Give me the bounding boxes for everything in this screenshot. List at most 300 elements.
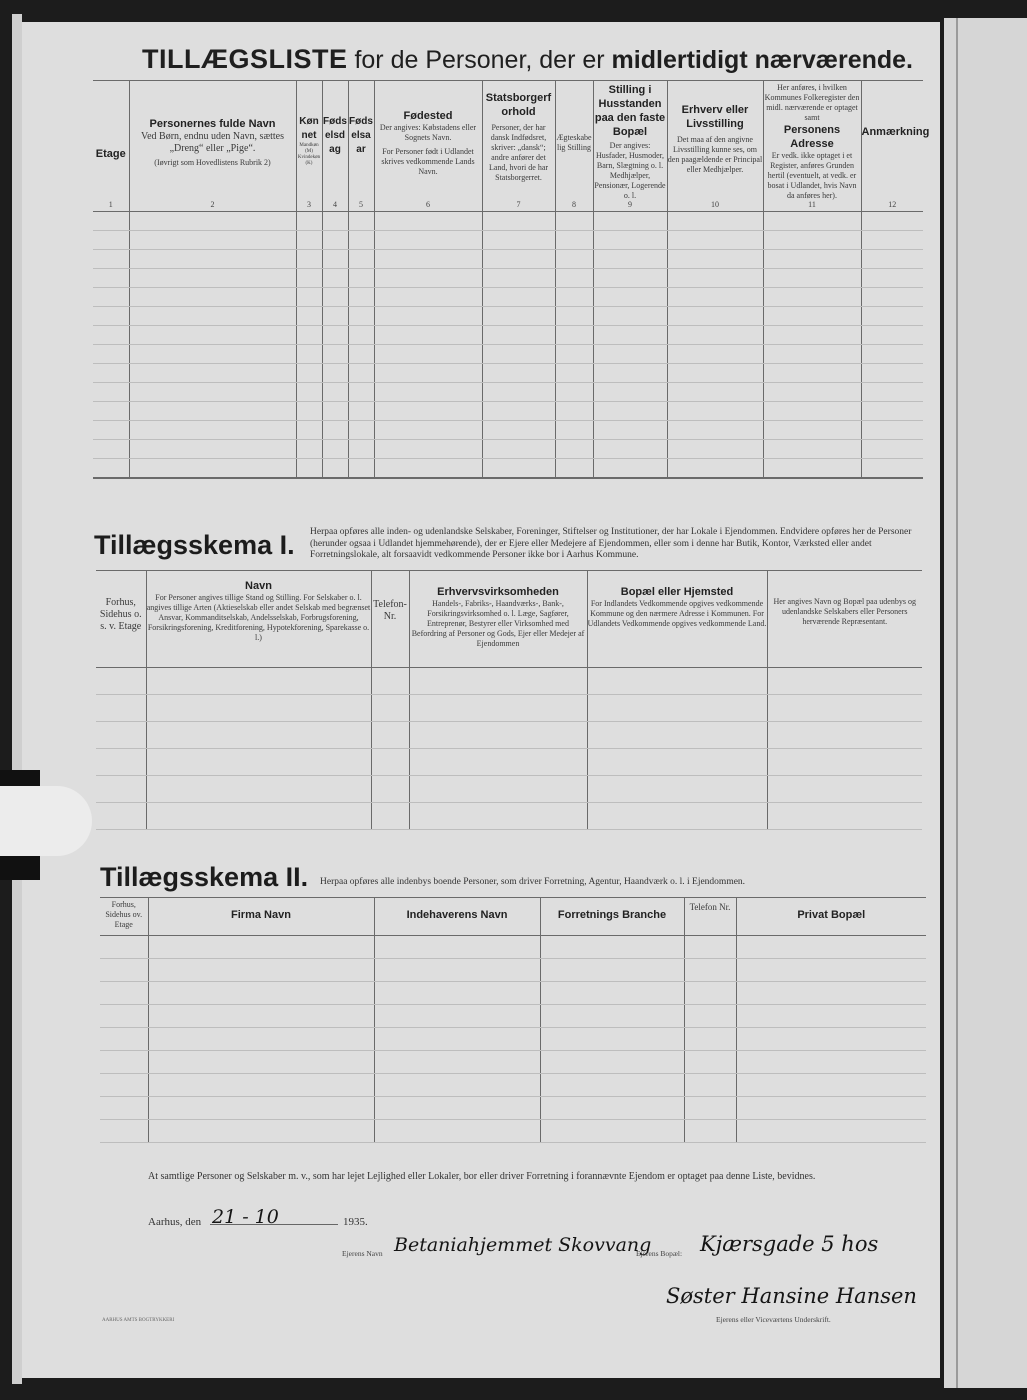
- col-foedselsdag: Fødselsdag 4: [322, 81, 348, 212]
- main-table-cell: [555, 250, 593, 269]
- main-table-row: [93, 269, 923, 288]
- main-table-cell: [93, 440, 129, 459]
- s2-col-indehaver: Indehaverens Navn: [374, 898, 540, 936]
- schema2-cell: [684, 936, 736, 959]
- schema2-row: [100, 1097, 926, 1120]
- schema2-row: [100, 1028, 926, 1051]
- main-table-cell: [667, 345, 763, 364]
- main-table-cell: [129, 288, 296, 307]
- schema2-cell: [374, 1051, 540, 1074]
- main-table-cell: [861, 212, 923, 231]
- main-table-cell: [296, 440, 322, 459]
- schema1-cell: [96, 668, 146, 695]
- col-adresse: Her anføres, i hvilken Kommunes Folkeregister den midl. nærværende er optaget samt Personens Adresse Er vedk. ikke optaget i et Register, anføres Grunden hertil (eventuelt, at vedk. er bosat i Udlandet, hvis Navn da anføres her). 11: [763, 81, 861, 212]
- main-table-cell: [667, 231, 763, 250]
- main-table-cell: [322, 307, 348, 326]
- schema2-cell: [100, 1074, 148, 1097]
- main-table-cell: [593, 440, 667, 459]
- main-table-cell: [129, 231, 296, 250]
- schema1-cell: [587, 722, 767, 749]
- title-main-word: TILLÆGSLISTE: [142, 44, 348, 74]
- main-table-row: [93, 288, 923, 307]
- s1-col-navn: Navn For Personer angives tillige Stand og Stilling. For Selskaber o. l. angives tillige Arten (Aktieselskab eller andet Selskab med begrænset Ansvar, Kommanditselskab, Andelsselskab, Forbrugsforening, Forsikringsforening, Kreditforening, Hypotekforening, Sparekasse o. l.): [146, 571, 371, 668]
- main-table-cell: [374, 307, 482, 326]
- schema2-table: [100, 897, 926, 1143]
- schema2-cell: [736, 1120, 926, 1143]
- schema2-row: [100, 1120, 926, 1143]
- main-table-cell: [348, 269, 374, 288]
- schema1-row: [96, 803, 922, 830]
- schema2-cell: [100, 1097, 148, 1120]
- schema2-cell: [100, 959, 148, 982]
- schema2-header-row: [100, 898, 926, 936]
- main-table-cell: [374, 364, 482, 383]
- schema1-title: Tillægsskema I.: [94, 530, 295, 560]
- main-table-cell: [482, 421, 555, 440]
- schema1-cell: [409, 803, 587, 830]
- main-table-cell: [322, 459, 348, 479]
- main-table-cell: [129, 402, 296, 421]
- main-table-cell: [861, 326, 923, 345]
- main-table-cell: [129, 345, 296, 364]
- main-table-cell: [593, 212, 667, 231]
- col-stilling: Stilling i Husstanden paa den faste Bopæl Der angives: Husfader, Husmoder, Barn, Slægtning o. l. Medhjælper, Pensionær, Logerende o. l. 9: [593, 81, 667, 212]
- schema2-cell: [148, 1074, 374, 1097]
- main-table-cell: [555, 307, 593, 326]
- main-table-cell: [129, 459, 296, 479]
- main-table-cell: [861, 421, 923, 440]
- main-table-cell: [93, 421, 129, 440]
- schema2-row: [100, 1074, 926, 1097]
- col-aegteskab: Ægteskabelig Stilling 8: [555, 81, 593, 212]
- main-table-cell: [555, 231, 593, 250]
- owner-address-label: Ejerens Bopæl:: [636, 1249, 683, 1258]
- main-table-cell: [296, 269, 322, 288]
- year: 1935.: [343, 1216, 368, 1228]
- owner-name-handwritten: Betaniahjemmet Skovvang: [394, 1234, 652, 1256]
- page-fold: [956, 18, 958, 1388]
- schema2-cell: [540, 1074, 684, 1097]
- main-table-cell: [129, 383, 296, 402]
- schema1-cell: [371, 776, 409, 803]
- schema1-cell: [146, 668, 371, 695]
- main-table-row: [93, 383, 923, 402]
- schema2-cell: [148, 1028, 374, 1051]
- main-table-cell: [861, 269, 923, 288]
- main-table-cell: [593, 231, 667, 250]
- main-table-cell: [861, 459, 923, 479]
- date-handwritten: 21 - 10: [212, 1206, 279, 1228]
- main-table-cell: [322, 269, 348, 288]
- schema2-cell: [374, 1005, 540, 1028]
- schema2-cell: [540, 1051, 684, 1074]
- main-table-cell: [555, 383, 593, 402]
- schema1-cell: [767, 803, 922, 830]
- main-table-cell: [296, 288, 322, 307]
- schema2-cell: [100, 1028, 148, 1051]
- main-table-cell: [322, 212, 348, 231]
- main-table-cell: [374, 250, 482, 269]
- main-table-cell: [296, 364, 322, 383]
- main-table-cell: [763, 231, 861, 250]
- schema1-cell: [96, 776, 146, 803]
- s2-col-etage: Forhus, Sidehus ov. Etage: [100, 898, 148, 936]
- main-table-cell: [93, 383, 129, 402]
- schema2-cell: [684, 1051, 736, 1074]
- main-table-cell: [93, 459, 129, 479]
- main-table-row: [93, 231, 923, 250]
- schema1-cell: [767, 749, 922, 776]
- main-table-cell: [667, 326, 763, 345]
- main-table-row: [93, 440, 923, 459]
- main-table-cell: [667, 364, 763, 383]
- main-table-cell: [593, 250, 667, 269]
- main-table-cell: [374, 402, 482, 421]
- main-table-cell: [861, 402, 923, 421]
- main-table-cell: [555, 288, 593, 307]
- main-table-row: [93, 459, 923, 479]
- main-table-cell: [93, 269, 129, 288]
- main-table-cell: [129, 440, 296, 459]
- main-table-cell: [296, 383, 322, 402]
- main-table-cell: [129, 212, 296, 231]
- main-table-cell: [374, 421, 482, 440]
- schema1-cell: [587, 803, 767, 830]
- main-table-cell: [129, 250, 296, 269]
- main-table-cell: [555, 212, 593, 231]
- schema2-row: [100, 1005, 926, 1028]
- main-table-cell: [667, 383, 763, 402]
- main-table-cell: [482, 326, 555, 345]
- main-table-cell: [482, 345, 555, 364]
- schema1-cell: [767, 695, 922, 722]
- main-table-cell: [129, 364, 296, 383]
- main-table-cell: [482, 288, 555, 307]
- col-navn: Personernes fulde Navn Ved Børn, endnu uden Navn, sættes „Dreng“ eller „Pige“. (Iøvrigt som Hovedlistens Rubrik 2) 2: [129, 81, 296, 212]
- signature-label: Ejerens eller Viceværtens Underskrift.: [716, 1315, 831, 1324]
- main-table-cell: [861, 250, 923, 269]
- schema1-cell: [409, 722, 587, 749]
- main-table-cell: [348, 250, 374, 269]
- main-table-cell: [667, 459, 763, 479]
- main-table-cell: [593, 307, 667, 326]
- col-etage: Etage 1: [93, 81, 129, 212]
- schema2-cell: [148, 1051, 374, 1074]
- col-foedested: Fødested Der angives: Købstadens eller Sognets Navn. For Personer født i Udlandet skrives vedkommende Lands Navn. 6: [374, 81, 482, 212]
- main-table-cell: [555, 326, 593, 345]
- col-anmaerkning: Anmærkning 12: [861, 81, 923, 212]
- main-table-cell: [322, 402, 348, 421]
- schema1-cell: [409, 749, 587, 776]
- main-table-cell: [482, 250, 555, 269]
- main-table-cell: [555, 269, 593, 288]
- main-table-cell: [482, 383, 555, 402]
- main-table-cell: [296, 402, 322, 421]
- main-table-cell: [482, 402, 555, 421]
- main-table-cell: [667, 440, 763, 459]
- schema2-cell: [374, 1120, 540, 1143]
- schema2-cell: [736, 1051, 926, 1074]
- main-table-cell: [763, 364, 861, 383]
- schema1-cell: [767, 776, 922, 803]
- schema2-row: [100, 936, 926, 959]
- main-table-cell: [374, 440, 482, 459]
- page-left-edge: [12, 14, 22, 1384]
- schema2-cell: [148, 959, 374, 982]
- main-table-row: [93, 421, 923, 440]
- s2-col-firma: Firma Navn: [148, 898, 374, 936]
- main-table-cell: [667, 269, 763, 288]
- schema1-header-row: [96, 571, 922, 668]
- main-table-cell: [763, 307, 861, 326]
- schema1-cell: [96, 695, 146, 722]
- printer-imprint: AARHUS AMTS BOGTRYKKERI: [102, 1318, 175, 1323]
- main-table-cell: [322, 383, 348, 402]
- main-table-cell: [374, 326, 482, 345]
- schema2-cell: [736, 1028, 926, 1051]
- schema2-cell: [736, 982, 926, 1005]
- date-line: [210, 1224, 338, 1225]
- declaration: At samtlige Personer og Selskaber m. v., som har lejet Lejlighed eller Lokaler, bor eller driver Forretning i forannævnte Ejendom er optaget paa denne Liste, bevidnes.: [148, 1171, 816, 1182]
- main-table-cell: [348, 345, 374, 364]
- main-table-cell: [322, 440, 348, 459]
- schema2-cell: [540, 1097, 684, 1120]
- schema1-row: [96, 695, 922, 722]
- page-title: [142, 44, 913, 75]
- main-table-cell: [93, 402, 129, 421]
- schema2-cell: [148, 1120, 374, 1143]
- main-table-cell: [482, 459, 555, 479]
- schema1-cell: [371, 803, 409, 830]
- main-table-cell: [861, 231, 923, 250]
- main-table-cell: [667, 307, 763, 326]
- main-table-cell: [348, 231, 374, 250]
- main-table-row: [93, 402, 923, 421]
- main-table-cell: [129, 326, 296, 345]
- main-table-cell: [129, 307, 296, 326]
- main-table-cell: [555, 402, 593, 421]
- main-table-cell: [296, 212, 322, 231]
- s1-col-telefon: Telefon-Nr.: [371, 571, 409, 668]
- schema2-cell: [684, 1120, 736, 1143]
- main-table-cell: [593, 402, 667, 421]
- schema1-cell: [146, 803, 371, 830]
- schema2-cell: [148, 982, 374, 1005]
- schema2-cell: [100, 936, 148, 959]
- main-table-cell: [296, 459, 322, 479]
- schema1-cell: [409, 695, 587, 722]
- schema2-cell: [540, 959, 684, 982]
- main-table-cell: [861, 364, 923, 383]
- main-table-cell: [129, 269, 296, 288]
- main-table-cell: [296, 421, 322, 440]
- main-table-cell: [593, 326, 667, 345]
- main-table-cell: [555, 364, 593, 383]
- main-table-cell: [93, 345, 129, 364]
- schema2-cell: [148, 1097, 374, 1120]
- main-table-cell: [763, 440, 861, 459]
- main-table-cell: [322, 345, 348, 364]
- main-table-row: [93, 212, 923, 231]
- schema2-cell: [100, 982, 148, 1005]
- main-table-cell: [374, 212, 482, 231]
- s1-col-bopael: Bopæl eller Hjemsted For Indlandets Vedkommende opgives vedkommende Kommune og den nærmere Adresse i Kommunen. For Udlandets Vedkommende opgives vedkommende Land.: [587, 571, 767, 668]
- main-table-cell: [593, 383, 667, 402]
- main-table-cell: [322, 250, 348, 269]
- s2-col-branche: Forretnings Branche: [540, 898, 684, 936]
- main-table-cell: [348, 288, 374, 307]
- schema1-cell: [371, 749, 409, 776]
- main-table-cell: [482, 269, 555, 288]
- schema1-cell: [96, 749, 146, 776]
- main-table-row: [93, 345, 923, 364]
- main-table-cell: [374, 288, 482, 307]
- s2-col-telefon: Telefon Nr.: [684, 898, 736, 936]
- main-table-cell: [374, 269, 482, 288]
- main-table-cell: [555, 345, 593, 364]
- schema2-cell: [684, 1097, 736, 1120]
- main-table-cell: [482, 231, 555, 250]
- next-page-edge: [944, 18, 1027, 1388]
- main-table-cell: [763, 345, 861, 364]
- main-table-cell: [93, 307, 129, 326]
- schema2-note: Herpaa opføres alle indenbys boende Personer, som driver Forretning, Agentur, Haandværk o. l. i Ejendommen.: [320, 877, 746, 887]
- schema2-title: Tillægsskema II.: [100, 862, 309, 892]
- main-table-cell: [322, 288, 348, 307]
- main-table-cell: [763, 459, 861, 479]
- main-table-cell: [348, 402, 374, 421]
- schema2-row: [100, 982, 926, 1005]
- schema1-cell: [587, 668, 767, 695]
- main-table-cell: [763, 326, 861, 345]
- main-table-cell: [667, 421, 763, 440]
- col-erhverv: Erhverv eller Livsstilling Det maa af den angivne Livsstilling kunne ses, om den paagældende er Principal eller Medhjælper. 10: [667, 81, 763, 212]
- schema2-cell: [540, 1120, 684, 1143]
- main-table-row: [93, 364, 923, 383]
- schema2-cell: [374, 1028, 540, 1051]
- main-table-cell: [482, 307, 555, 326]
- main-table-cell: [593, 288, 667, 307]
- main-table-cell: [348, 307, 374, 326]
- main-table-cell: [374, 383, 482, 402]
- main-table-cell: [296, 345, 322, 364]
- main-table-cell: [555, 459, 593, 479]
- main-table-cell: [348, 326, 374, 345]
- schema2-cell: [684, 1028, 736, 1051]
- main-table-row: [93, 250, 923, 269]
- schema2-cell: [540, 1028, 684, 1051]
- main-table-cell: [296, 231, 322, 250]
- place-label: Aarhus, den: [148, 1216, 202, 1228]
- main-table-cell: [763, 269, 861, 288]
- schema1-cell: [146, 695, 371, 722]
- main-table-cell: [763, 402, 861, 421]
- main-table-cell: [93, 212, 129, 231]
- main-table-cell: [861, 383, 923, 402]
- main-table-cell: [322, 421, 348, 440]
- main-table-cell: [348, 364, 374, 383]
- main-table-cell: [93, 364, 129, 383]
- title-bold: midlertidigt nærværende.: [611, 46, 913, 74]
- schema1-cell: [587, 749, 767, 776]
- main-table-cell: [296, 250, 322, 269]
- schema2-cell: [684, 1074, 736, 1097]
- main-table-cell: [667, 212, 763, 231]
- owner-name-label: Ejerens Navn: [342, 1249, 383, 1258]
- main-table-cell: [374, 345, 482, 364]
- s1-col-erhverv: Erhvervsvirksomheden Handels-, Fabriks-, Haandværks-, Bank-, Forsikringsvirksomhed o. l. Læge, Sagfører, Entreprenør, Bestyrer eller Virksomhed med Befordring af Personer og Gods, Ejer eller Medejer af Ejendommen: [409, 571, 587, 668]
- main-table-cell: [93, 326, 129, 345]
- col-statsborger: Statsborgerforhold Personer, der har dansk Indfødsret, skriver: „dansk“; andre anfører det Land, hvori de har Statsborgerret. 7: [482, 81, 555, 212]
- thumb: [0, 786, 92, 856]
- main-table-cell: [322, 326, 348, 345]
- main-table-cell: [374, 459, 482, 479]
- main-table-cell: [555, 421, 593, 440]
- schema2-cell: [148, 936, 374, 959]
- main-table-cell: [763, 421, 861, 440]
- schema1-cell: [587, 776, 767, 803]
- schema1-row: [96, 668, 922, 695]
- main-table-cell: [322, 231, 348, 250]
- schema1-note: Herpaa opføres alle inden- og udenlandske Selskaber, Foreninger, Stiftelser og Institutioner, der har Lokale i Ejendommen. Endvidere opføres her de Personer (herunder ogsaa i Udlandet hjemmehørende), der er Ejere eller Medejere af Ejendommen, eller som i denne har Butik, Kontor, Værksted eller andet Forretningslokale, alt forsaavidt vedkommende Personer ikke bor i Aarhus Kommune.: [310, 527, 912, 560]
- main-table-cell: [763, 250, 861, 269]
- main-table-cell: [667, 250, 763, 269]
- schema1-cell: [371, 722, 409, 749]
- main-table-cell: [296, 307, 322, 326]
- schema1-cell: [587, 695, 767, 722]
- main-table-cell: [593, 364, 667, 383]
- schema1-row: [96, 749, 922, 776]
- main-table-cell: [593, 459, 667, 479]
- schema1-cell: [371, 668, 409, 695]
- main-table-cell: [93, 231, 129, 250]
- schema1-cell: [146, 722, 371, 749]
- schema2-cell: [374, 936, 540, 959]
- main-table-cell: [861, 440, 923, 459]
- main-table-cell: [593, 269, 667, 288]
- schema1-cell: [146, 749, 371, 776]
- schema2-cell: [374, 982, 540, 1005]
- schema2-cell: [148, 1005, 374, 1028]
- main-table-cell: [763, 212, 861, 231]
- schema2-row: [100, 1051, 926, 1074]
- main-table-cell: [93, 250, 129, 269]
- title-middle: for de Personer, der er: [354, 46, 605, 74]
- main-table-cell: [348, 212, 374, 231]
- main-table-cell: [593, 345, 667, 364]
- schema1-row: [96, 776, 922, 803]
- schema2-cell: [100, 1051, 148, 1074]
- s1-col-repraesentant: Her angives Navn og Bopæl paa udenbys og udenlandske Selskabers eller Personers herværende Repræsentant.: [767, 571, 922, 668]
- schema2-cell: [736, 936, 926, 959]
- schema2-cell: [736, 1097, 926, 1120]
- main-table-cell: [348, 440, 374, 459]
- schema1-row: [96, 722, 922, 749]
- owner-address-handwritten: Kjærsgade 5 hos: [700, 1232, 879, 1256]
- main-table-cell: [374, 231, 482, 250]
- schema2-cell: [100, 1005, 148, 1028]
- schema1-cell: [409, 776, 587, 803]
- main-table-row: [93, 307, 923, 326]
- main-table-cell: [861, 345, 923, 364]
- col-foedselsaar: Fødselsaar 5: [348, 81, 374, 212]
- schema2-cell: [540, 982, 684, 1005]
- schema1-cell: [767, 722, 922, 749]
- signature-handwritten: Søster Hansine Hansen: [666, 1284, 917, 1308]
- schema2-cell: [736, 1074, 926, 1097]
- schema1-cell: [409, 668, 587, 695]
- main-table-cell: [667, 288, 763, 307]
